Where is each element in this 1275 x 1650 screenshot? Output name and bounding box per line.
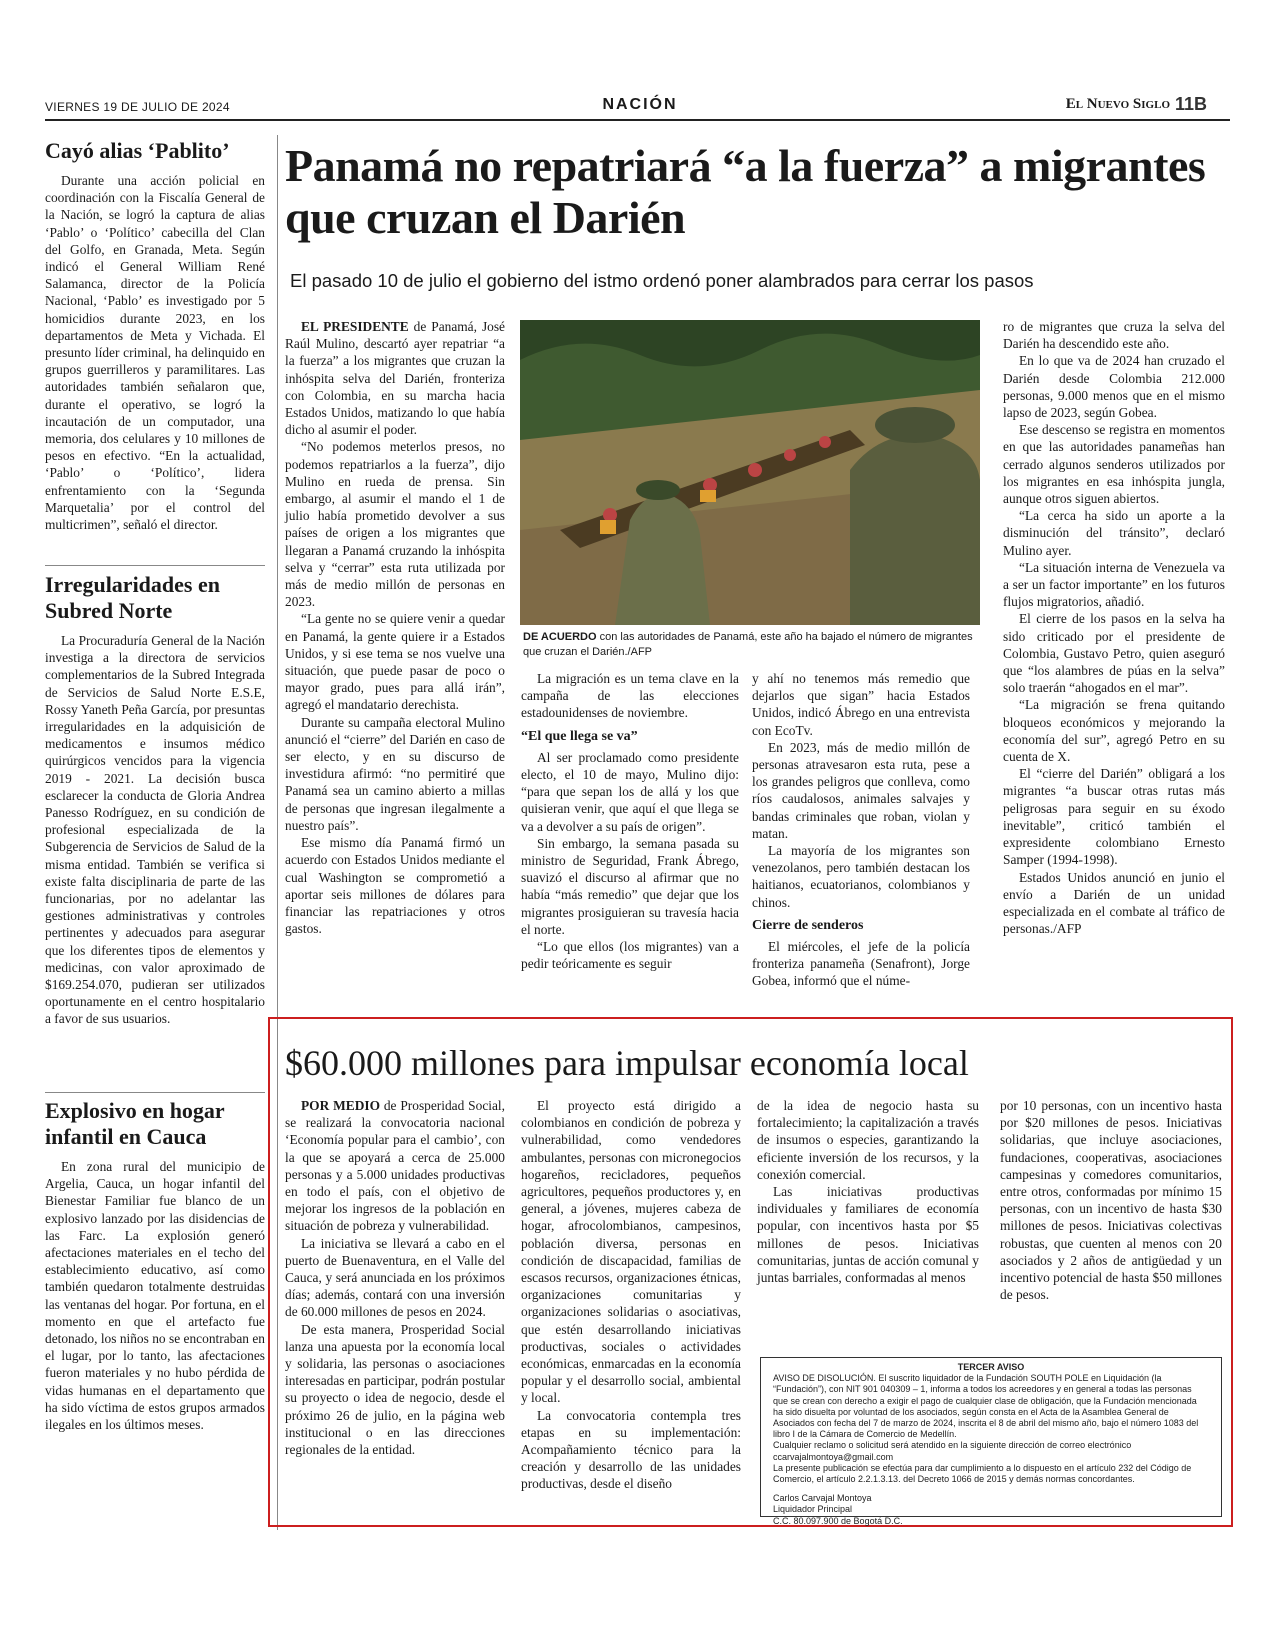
paragraph: ro de migrantes que cruza la selva del Darién ha descendido este año. <box>1003 319 1225 352</box>
paragraph: Estados Unidos anunció en junio el envío a Darién de un unidad especializada en el combate al tráfico de personas./AFP <box>1003 869 1225 937</box>
box-headline: $60.000 millones para impulsar economía local <box>285 1043 969 1083</box>
sidebar-story-pablito <box>45 138 265 533</box>
paragraph: “La cerca ha sido un aporte a la disminución del tránsito”, declaró Mulino ayer. <box>1003 508 1225 558</box>
box-column-3 <box>757 1097 979 1286</box>
paragraph: Las iniciativas productivas individuales y familiares de economía popular, con incentivos hasta por $5 millones de pesos. Iniciativas comunitarias, juntas de acción comunal y juntas barriales, conformadas al menos <box>757 1184 979 1286</box>
paragraph: Ese mismo día Panamá firmó un acuerdo con Estados Unidos mediante el cual Washington se comprometió a aportar seis millones de dólares para financiar las repatriaciones y otros gastos. <box>285 835 505 937</box>
caption-text: con las autoridades de Panamá, este año ha bajado el número de migrantes que cruzan el Darién./AFP <box>523 631 973 658</box>
paragraph: “Lo que ellos (los migrantes) van a pedir teóricamente es seguir <box>521 939 739 972</box>
notice-role: Liquidador Principal <box>773 1504 853 1515</box>
story-body: En zona rural del municipio de Argelia, Cauca, un hogar infantil del Bienestar Familiar fue blanco de un explosivo lanzado por las disidencias de las Farc. La explosión generó afectaciones materiales en el techo del establecimiento educativo, así como también quedaron totalmente destruidas las ventanas del hogar. Por fortuna, en el momento en que el artefacto fue detonado, los niños no se encontraban en el lugar, por lo tanto, las afectaciones fueron materiales y no hubo pérdida de vidas humanas en el departamento que ha sido víctima de estos grupos armados ilegales en los últimos meses. <box>45 1159 265 1433</box>
page-number: 11B <box>1175 94 1208 114</box>
paragraph: La convocatoria contempla tres etapas en su implementación: Acompañamiento técnico para la creación y desarrollo de las unidades productivas, desde el diseño <box>521 1407 741 1492</box>
notice-contact: Cualquier reclamo o solicitud será atendido en la siguiente dirección de correo electrónico ccarvajalmontoya@gmail.com <box>773 1440 1132 1462</box>
notice-legal: La presente publicación se efectúa para dar cumplimiento a lo dispuesto en el artículo 232 del Código de Comercio, el artículo 2.2.1.3.13. del Decreto 1066 de 2015 y demás normas concordantes. <box>773 1462 1192 1485</box>
notice-title: TERCER AVISO <box>957 1362 1025 1372</box>
main-headline: Panamá no repatriará “a la fuerza” a migrantes que cruzan el Darién <box>285 140 1206 243</box>
lead-caps: POR MEDIO <box>301 1098 380 1113</box>
paragraph: por 10 personas, con un incentivo hasta por $20 millones de pesos. Iniciativas solidarias, que incluye asociaciones, fundaciones, cooperativas, asociaciones campesinas y comedores comunitarios, entre otros, conformadas por mínimo 15 personas, con un incentivo de hasta $30 millones de pesos. Iniciativas colectivas robustas, que cuenten al menos con 20 asociados y 2 años de antigüedad y un incentivo potencial de hasta $50 millones de pesos. <box>1000 1098 1223 1303</box>
paragraph: “La situación interna de Venezuela va a ser un factor importante” en los futuros flujos migratorios, añadió. <box>1003 559 1225 610</box>
paragraph: La migración es un tema clave en la campaña de las elecciones estadounidenses de noviembre. <box>521 671 739 721</box>
issue-date: VIERNES 19 DE JULIO DE 2024 <box>45 100 230 114</box>
box-column-4 <box>1000 1097 1222 1303</box>
main-subheadline: El pasado 10 de julio el gobierno del istmo ordenó poner alambrados para cerrar los pasos <box>290 270 1034 291</box>
story-body: La Procuraduría General de la Nación investiga a la directora de servicios complementarios de la Subred Integrada de Servicios de Salud Norte E.S.E, Rossy Yaneth Peña García, por presuntas irregularidades en la adquisición de medicamentos e insumos médico quirúrgicos vencidos para la vigencia 2019 - 2021. La decisión busca esclarecer la conducta de Gloria Andrea Panesso Rodríguez, en su condición de profesional especializada de la Subgerencia de Servicios de Salud de la misma entidad. También se verifica si existe falta disciplinaria de parte de las funcionarias, por no adelantar las gestiones administrativas y controles pertinentes y adecuados para asegurar que los diferentes tipos de elementos y medicinas, con valor aproximado de $169.254.070, pudieran ser utilizados oportunamente en el centro hospitalario a favor de sus usuarios. <box>45 633 265 1027</box>
story-headline: Irregularidades en Subred Norte <box>45 572 220 623</box>
paragraph: En lo que va de 2024 han cruzado el Darién desde Colombia 212.000 personas, 9.000 menos que en el mismo lapso de 2023, según Gobea. <box>1003 353 1225 421</box>
paragraph: En 2023, más de medio millón de personas atravesaron esta ruta, pese a los grandes peligros que conlleva, como ríos caudalosos, animales salvajes y bandas criminales que roban, violan y matan. <box>752 739 970 841</box>
sidebar-divider <box>45 565 265 566</box>
paragraph: Sin embargo, la semana pasada su ministro de Seguridad, Frank Ábrego, suavizó el discurso al afirmar que no había “más remedio” que dejar que los migrantes prosiguieran su travesía hacia el norte. <box>521 835 739 937</box>
notice-id: C.C. 80.097.900 de Bogotá D.C. <box>773 1515 903 1526</box>
paragraph: “La gente no se quiere venir a quedar en Panamá, la gente quiere ir a Estados Unidos, y si ese tema se nos vuelve una situación, que puede pasar de poco o mayor grado, pues para allá irán”, agregó el mandatario derechista. <box>285 611 505 713</box>
paragraph: Al ser proclamado como presidente electo, el 10 de mayo, Mulino dijo: “para que sepan los de allá y los que quisieran venir, que aquí el que llega se va a devolver a su país de origen”. <box>521 749 739 834</box>
paragraph: de la idea de negocio hasta su fortalecimiento; la capitalización a través de insumos o especies, garantizando la eficiente inversión de los recursos, y la conexión comercial. <box>757 1098 979 1182</box>
legal-notice <box>760 1357 1222 1526</box>
main-column-1 <box>285 318 505 937</box>
story-headline: Cayó alias ‘Pablito’ <box>45 138 230 163</box>
sidebar-divider <box>45 1092 265 1093</box>
paragraph: El miércoles, el jefe de la policía fronteriza panameña (Senafront), Jorge Gobea, informó que el núme- <box>752 939 970 989</box>
paragraph: El proyecto está dirigido a colombianos en condición de pobreza y vulnerabilidad, como vendedores ambulantes, personas con micronegocios hogareños, recicladores, pequeños agricultores, pequeños productores y, en general, a jóvenes, mujeres cabeza de hogar, afrocolombianos, campesinos, población diversa, personas en condición de discapacidad, familias de escasos recursos, organizaciones étnicas, organizaciones comunitarias y organizaciones solidarias o asociativas, que estén desarrollando iniciativas productivas, sociales o actividades económicas, enmarcadas en la economía popular y el desarrollo social, ambiental y local. <box>521 1098 741 1406</box>
paragraph: Ese descenso se registra en momentos en que las autoridades panameñas han cerrado algunos senderos utilizados por los migrantes en esa inhóspita jungla, aunque otros siguen abiertos. <box>1003 422 1225 507</box>
section-subhead: “El que llega se va” <box>521 728 638 744</box>
caption-lead: DE ACUERDO <box>523 631 597 643</box>
paragraph: El cierre de los pasos en la selva ha sido criticado por el presidente de Colombia, Gustavo Petro, quien aseguró que “los alambres de púas en la selva” solo traerán “ahogados en el mar”. <box>1003 611 1225 696</box>
story-headline: Explosivo en hogar infantil en Cauca <box>45 1098 225 1149</box>
paragraph: El “cierre del Darién” obligará a los migrantes “a buscar otras rutas más peligrosas para seguir en su éxodo inevitable”, criticó también el expresidente colombiano Ernesto Samper (1994-1998). <box>1003 766 1225 868</box>
notice-body: AVISO DE DISOLUCIÓN. El suscrito liquidador de la Fundación SOUTH POLE en Liquidación (la “Fundación”), con NIT 901 040309 – 1, informa a todos los acreedores y en general a todas las personas que se crean con derecho a exigir el pago de cualquier clase de obligación, que la Fundación mencionada ha sido disuelta por voluntad de los asociados, según consta en el Acta de la Asamblea General de Asociados con fecha del 7 de marzo de 2024, inscrita el 8 de abril del mismo año, bajo el número 1083 del libro I de la Cámara de Comercio de Medellín. <box>773 1373 1199 1440</box>
paragraph: La mayoría de los migrantes son venezolanos, pero también destacan los haitianos, ecuatorianos, colombianos y chinos. <box>752 843 970 910</box>
sidebar-story-subred <box>45 572 265 1028</box>
paragraph: La iniciativa se llevará a cabo en el puerto de Buenaventura, en el Valle del Cauca, y será anunciada en los próximos días; además, contará con una inversión de 60.000 millones de pesos en 2024. <box>285 1235 505 1320</box>
paragraph: De esta manera, Prosperidad Social lanza una apuesta por la economía local y solidaria, las personas o asociaciones interesadas en participar, podrán postular su proyecto o idea de negocio, desde el próximo 26 de julio, en la página web institucional o en las direcciones regionales de la entidad. <box>285 1321 505 1458</box>
paragraph: “No podemos meterlos presos, no podemos repatriarlos a la fuerza”, dijo Mulino en rueda de prensa. Sin embargo, al asumir el mando el 1 de julio había prometido devolver a sus países de origen a los migrantes que llegaran a Panamá cruzando la inhóspita selva y “cerrar” esta ruta utilizada por más de medio millón de personas en 2023. <box>285 439 505 610</box>
story-body: Durante una acción policial en coordinación con la Fiscalía General de la Nación, se logró la captura de alias ‘Pablo’ o ‘Político’ cabecilla del Clan del Golfo, en Granada, Meta. Según indicó el General William René Salamanca, director de la Policía Nacional, ‘Pablo’ es investigado por 5 homicidios durante 2023, en los departamentos de Meta y Vichada. El presunto líder criminal, ha delinquido en grupos guerrilleros y paramilitares. Las autoridades también señalaron que, durante el operativo, se logró la incautación de un computador, una memoria, dos celulares y 10 millones de pesos en efectivo. “En la actualidad, ‘Pablo’ o ‘Político’, lidera enfrentamiento con la ‘Segunda Marquetalia’ por el control del multicrimen”, señaló el director. <box>45 173 265 533</box>
header-rule <box>45 119 1230 121</box>
main-column-3 <box>752 670 970 990</box>
lead-caps: EL PRESIDENTE <box>301 319 409 334</box>
paragraph: Durante su campaña electoral Mulino anunció el “cierre” del Darién en caso de ser electo, y en su discurso de investidura afirmó: “no permitiré que Panamá sea un camino abierto a millas de personas que ingresan ilegalmente a nuestro país”. <box>285 714 505 833</box>
section-name: NACIÓN <box>602 96 678 113</box>
photo-caption <box>523 630 978 660</box>
notice-signer: Carlos Carvajal Montoya <box>773 1493 872 1504</box>
sidebar-story-explosivo <box>45 1098 265 1433</box>
paragraph: “La migración se frena quitando bloqueos económicos y mejorando la economía del sur”, agregó Petro en su cuenta de X. <box>1003 697 1225 765</box>
paragraph: y ahí no tenemos más remedio que dejarlos que sigan” hacia Estados Unidos, indicó Ábrego en una entrevista con EcoTv. <box>752 671 970 738</box>
section-subhead: Cierre de senderos <box>752 917 864 933</box>
box-column-1 <box>285 1097 505 1458</box>
main-column-4 <box>1003 318 1225 937</box>
paragraph: de Prosperidad Social, se realizará la convocatoria nacional ‘Economía popular para el cambio’, con la que se apoyará a cerca de 25.000 personas y a 5.000 unidades productivas en todo el país, con el objetivo de mejorar los ingresos de la población en situación de pobreza y vulnerabilidad. <box>285 1098 505 1234</box>
box-column-2 <box>521 1097 741 1493</box>
newspaper-logo: El Nuevo Siglo <box>1065 96 1170 112</box>
news-photo <box>520 320 980 625</box>
paragraph: de Panamá, José Raúl Mulino, descartó ayer repatriar “a la fuerza” a los migrantes que cruzan la inhóspita selva del Darién, fronteriza con Colombia, en su marcha hacia Estados Unidos, matizando lo que había dicho al asumir el poder. <box>285 319 506 438</box>
main-column-2 <box>521 670 739 972</box>
